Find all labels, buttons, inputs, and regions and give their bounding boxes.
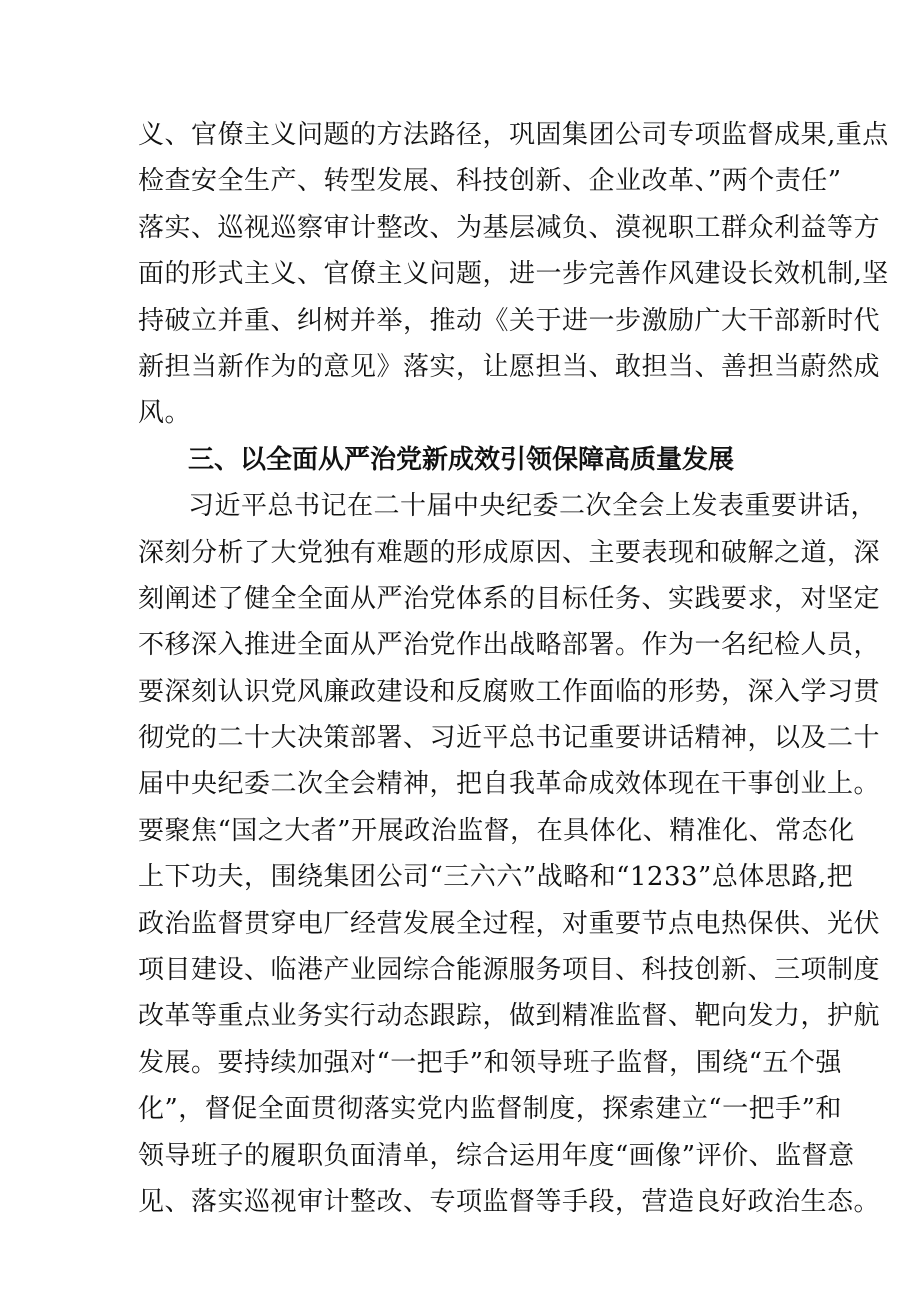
section-heading: 三、以全面从严治党新成效引领保障高质量发展	[188, 444, 735, 475]
text-line: 届中央纪委二次全会精神，把自我革命成效体现在干事创业上。	[138, 769, 881, 800]
text-line: 风。	[138, 398, 192, 429]
text-line: 化”，督促全面贯彻落实党内监督制度，探索建立“一把手”和	[138, 1094, 842, 1125]
text-line: 习近平总书记在二十届中央纪委二次全会上发表重要讲话，	[188, 491, 878, 522]
text-line: 要聚焦“国之大者”开展政治监督，在具体化、精准化、常态化	[138, 815, 855, 846]
text-line: 持破立并重、纠树并举，推动《关于进一步激励广大干部新时代	[138, 305, 881, 336]
text-line: 不移深入推进全面从严治党作出战略部署。作为一名纪检人员，	[138, 630, 881, 661]
text-line: 深刻分析了大党独有难题的形成原因、主要表现和破解之道，深	[138, 537, 881, 568]
text-line: 彻党的二十大决策部署、习近平总书记重要讲话精神，以及二十	[138, 723, 881, 754]
text-line: 上下功夫，围绕集团公司“三六六”战略和“1233”总体思路,把	[138, 862, 854, 893]
text-line: 发展。要持续加强对“一把手”和领导班子监督，围绕“五个强	[138, 1047, 842, 1078]
paragraph-1	[138, 112, 889, 437]
text-line: 改革等重点业务实行动态跟踪，做到精准监督、靶向发力，护航	[138, 1001, 881, 1032]
text-line: 要深刻认识党风廉政建设和反腐败工作面临的形势，深入学习贯	[138, 676, 881, 707]
text-line: 新担当新作为的意见》落实，让愿担当、敢担当、善担当蔚然成	[138, 351, 881, 382]
text-line: 面的形式主义、官僚主义问题，进一步完善作风建设长效机制,坚	[138, 259, 889, 290]
text-line: 政治监督贯穿电厂经营发展全过程，对重要节点电热保供、光伏	[138, 908, 881, 939]
text-line: 项目建设、临港产业园综合能源服务项目、科技创新、三项制度	[138, 955, 881, 986]
text-line: 落实、巡视巡察审计整改、为基层减负、漠视职工群众利益等方	[138, 212, 881, 243]
text-line: 见、落实巡视审计整改、专项监督等手段，营造良好政治生态。	[138, 1186, 881, 1217]
paragraph-2	[138, 483, 881, 1225]
text-line: 领导班子的履职负面清单，综合运用年度“画像”评价、监督意	[138, 1140, 855, 1171]
text-line: 检查安全生产、转型发展、科技创新、企业改革、”两个责任”	[138, 166, 842, 197]
text-line: 义、官僚主义问题的方法路径，巩固集团公司专项监督成果,重点	[138, 120, 889, 150]
text-line: 刻阐述了健全全面从严治党体系的目标任务、实践要求，对坚定	[138, 583, 881, 614]
document-body	[138, 112, 889, 1225]
